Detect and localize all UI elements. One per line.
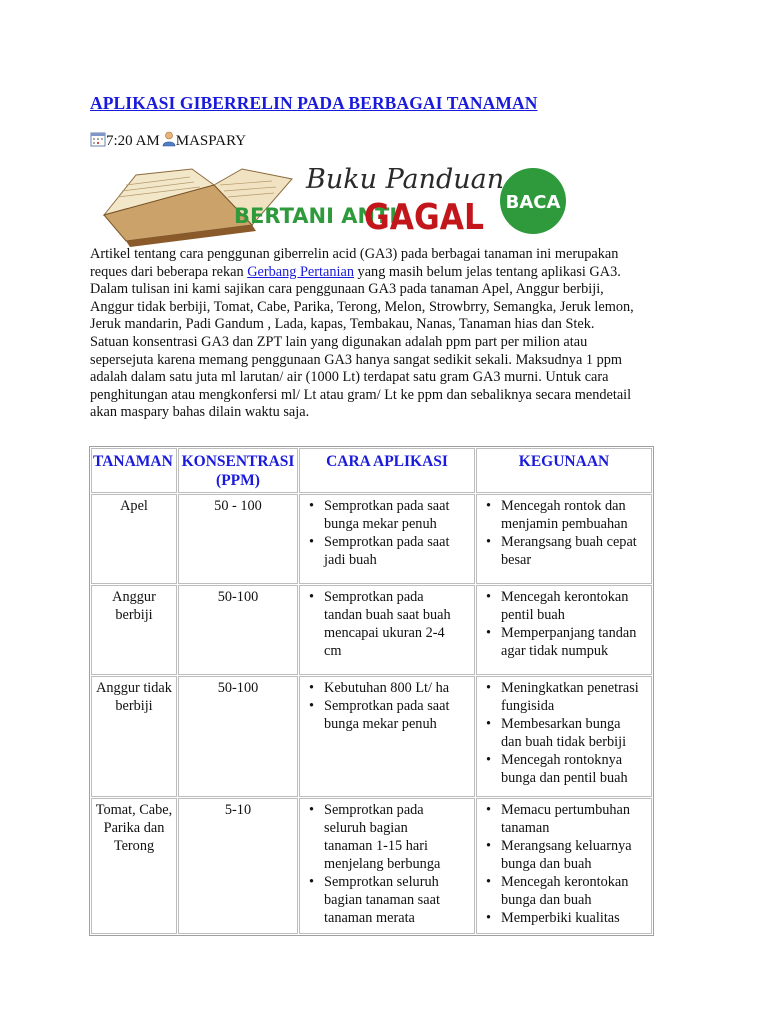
header-konsentrasi-line2: (PPM) xyxy=(216,472,260,489)
paragraph-line: Jeruk mandarin, Padi Gandum , Lada, kapas, Tembakau, Nanas, Tanaman hias dan Stek. xyxy=(90,316,595,333)
bullet-item xyxy=(479,588,649,624)
cell-tanaman xyxy=(91,494,177,584)
cell-kegunaan xyxy=(476,494,652,584)
bullet-item xyxy=(479,837,649,873)
bullet-text-line: menjelang berbunga xyxy=(324,856,441,872)
post-time: 7:20 AM xyxy=(106,133,160,149)
bullet-list xyxy=(479,497,649,569)
bullet-text-line: • Merangsang keluarnya xyxy=(501,838,632,854)
cell-text-line: Apel xyxy=(120,498,148,514)
cell-konsentrasi: 50-100 xyxy=(178,585,298,675)
bullet-text-line: • Memperbiki kualitas xyxy=(501,910,620,926)
header-tanaman: TANAMAN xyxy=(91,448,177,493)
bullet-text-line: • Semprotkan seluruh xyxy=(324,874,439,890)
header-kegunaan: KEGUNAAN xyxy=(476,448,652,493)
gerbang-pertanian-link[interactable]: Gerbang Pertanian xyxy=(247,263,354,280)
paragraph-text: yang masih belum jelas tentang aplikasi GA3. xyxy=(353,263,621,280)
cell-text-line: Terong xyxy=(113,838,155,854)
bullet-item xyxy=(479,715,649,751)
bullet-text-line: bunga dan buah xyxy=(501,892,592,908)
bullet-item xyxy=(479,873,649,909)
banner-text-gagal: GAGAL xyxy=(364,197,484,238)
table-row xyxy=(91,494,652,584)
bullet-text-line: • Merangsang buah cepat xyxy=(501,534,637,550)
user-icon xyxy=(162,131,176,152)
article-paragraph xyxy=(90,246,690,422)
calendar-icon xyxy=(90,132,106,152)
cell-tanaman xyxy=(91,798,177,934)
bullet-list xyxy=(479,679,649,787)
bullet-text-line: • Membesarkan bunga xyxy=(501,716,621,732)
cell-text-line: Parika dan xyxy=(103,820,165,836)
bullet-text-line: • Semprotkan pada saat xyxy=(324,498,450,514)
paragraph-line xyxy=(90,264,690,282)
cell-text-line: Anggur xyxy=(112,589,156,605)
bullet-list xyxy=(302,588,472,660)
bullet-text-line: • Semprotkan pada saat xyxy=(324,534,450,550)
header-konsentrasi-line1: KONSENTRASI xyxy=(181,453,295,470)
bullet-item xyxy=(479,624,649,660)
bullet-text-line: bagian tanaman saat xyxy=(324,892,440,908)
bullet-text-line: tanaman merata xyxy=(324,910,415,926)
bullet-text-line: • Memperpanjang tandan xyxy=(501,625,637,641)
bullet-text-line: mencapai ukuran 2-4 xyxy=(324,625,445,641)
bullet-text-line: • Mencegah rontok dan xyxy=(501,498,626,514)
cell-cara-aplikasi xyxy=(299,676,475,797)
bullet-text-line: menjamin pembuahan xyxy=(501,516,628,532)
bullet-text-line: dan buah tidak berbiji xyxy=(501,734,627,750)
cell-text-line: Anggur tidak xyxy=(96,680,172,696)
bullet-text-line: jadi buah xyxy=(324,552,377,568)
cell-text-line: Tomat, Cabe, xyxy=(95,802,173,818)
bullet-item xyxy=(302,801,472,873)
bullet-text-line: seluruh bagian xyxy=(324,820,408,836)
cell-kegunaan xyxy=(476,798,652,934)
paragraph-line: Satuan konsentrasi GA3 dan ZPT lain yang digunakan adalah ppm part per milion atau xyxy=(90,333,588,350)
banner-text-bertani-anti: BERTANI ANTI xyxy=(234,204,398,228)
cell-cara-aplikasi xyxy=(299,585,475,675)
header-cara-aplikasi: CARA APLIKASI xyxy=(299,448,475,493)
cell-konsentrasi: 50 - 100 xyxy=(178,494,298,584)
bullet-item xyxy=(302,679,472,697)
bullet-text-line: bunga mekar penuh xyxy=(324,716,437,732)
bullet-text-line: • Meningkatkan penetrasi xyxy=(501,680,639,696)
bullet-text-line: besar xyxy=(501,552,532,568)
cell-tanaman xyxy=(91,585,177,675)
banner-text-buku-panduan: Buku Panduan xyxy=(306,164,505,195)
bullet-item xyxy=(302,533,472,569)
bullet-item xyxy=(302,588,472,660)
cell-cara-aplikasi xyxy=(299,494,475,584)
bullet-item xyxy=(302,497,472,533)
bullet-list xyxy=(479,588,649,660)
cell-konsentrasi: 5-10 xyxy=(178,798,298,934)
cell-kegunaan xyxy=(476,585,652,675)
paragraph-text: reques dari beberapa rekan xyxy=(90,263,248,280)
bullet-text-line: • Semprotkan pada xyxy=(324,802,424,818)
bullet-text-line: tanaman 1-15 hari xyxy=(324,838,429,854)
bullet-text-line: bunga dan buah xyxy=(501,856,592,872)
bullet-text-line: agar tidak numpuk xyxy=(501,643,609,659)
table-header-row xyxy=(91,448,652,493)
bullet-text-line: • Semprotkan pada saat xyxy=(324,698,450,714)
post-author[interactable]: MASPARY xyxy=(175,133,247,149)
header-konsentrasi xyxy=(178,448,298,493)
bullet-text-line: bunga mekar penuh xyxy=(324,516,437,532)
bullet-list xyxy=(302,497,472,569)
bullet-item xyxy=(302,873,472,927)
bullet-text-line: pentil buah xyxy=(501,607,565,623)
cell-kegunaan xyxy=(476,676,652,797)
paragraph-line: penghitungan atau mengkonfersi ml/ Lt atau gram/ Lt ke ppm dan sebaliknya secara mendetail xyxy=(90,386,632,403)
table-body xyxy=(91,494,652,934)
bullet-item xyxy=(479,497,649,533)
baca-badge-label: BACA xyxy=(505,192,561,213)
bullet-text-line: tanaman xyxy=(501,820,550,836)
bullet-text-line: • Memacu pertumbuhan xyxy=(501,802,631,818)
paragraph-line: akan maspary bahas dilain waktu saja. xyxy=(90,404,310,421)
cell-tanaman xyxy=(91,676,177,797)
paragraph-line: adalah dalam satu juta ml larutan/ air (1000 Lt) terdapat satu gram GA3 murni. Untuk cara xyxy=(90,369,609,386)
article-title[interactable]: APLIKASI GIBERRELIN PADA BERBAGAI TANAMAN xyxy=(90,93,538,113)
table-row xyxy=(91,798,652,934)
bullet-text-line: tandan buah saat buah xyxy=(324,607,451,623)
bullet-text-line: cm xyxy=(324,643,342,659)
banner-buku-panduan[interactable] xyxy=(96,155,576,247)
ga3-application-table xyxy=(89,446,654,936)
bullet-item xyxy=(479,751,649,787)
table-row xyxy=(91,585,652,675)
bullet-text-line: • Kebutuhan 800 Lt/ ha xyxy=(324,680,450,696)
paragraph-line: Anggur tidak berbiji, Tomat, Cabe, Parika, Terong, Melon, Strowbrry, Semangka, Jeruk lemon, xyxy=(90,298,634,315)
bullet-list xyxy=(302,679,472,733)
bullet-list xyxy=(302,801,472,927)
paragraph-line: Artikel tentang cara penggunan giberrelin acid (GA3) pada berbagai tanaman ini merupakan xyxy=(90,246,619,262)
baca-badge[interactable] xyxy=(500,168,566,234)
bullet-list xyxy=(479,801,649,927)
bullet-item xyxy=(479,909,649,927)
bullet-text-line: fungisida xyxy=(501,698,555,714)
bullet-item xyxy=(479,679,649,715)
bullet-text-line: • Mencegah kerontokan xyxy=(501,874,629,890)
cell-konsentrasi: 50-100 xyxy=(178,676,298,797)
bullet-item xyxy=(479,801,649,837)
article-meta xyxy=(90,131,246,152)
bullet-item xyxy=(479,533,649,569)
bullet-item xyxy=(302,697,472,733)
bullet-text-line: • Semprotkan pada xyxy=(324,589,424,605)
paragraph-line: Dalam tulisan ini kami sajikan cara penggunaan GA3 pada tanaman Apel, Anggur berbiji, xyxy=(90,281,604,298)
cell-cara-aplikasi xyxy=(299,798,475,934)
paragraph-line: sepersejuta karena memang penggunaan GA3 hanya sangat sedikit sekali. Maksudnya 1 ppm xyxy=(90,351,623,368)
bullet-text-line: • Mencegah kerontokan xyxy=(501,589,629,605)
table-row xyxy=(91,676,652,797)
cell-text-line: berbiji xyxy=(115,698,153,714)
article-body xyxy=(90,246,690,422)
bullet-text-line: • Mencegah rontoknya xyxy=(501,752,623,768)
bullet-text-line: bunga dan pentil buah xyxy=(501,770,628,786)
cell-text-line: berbiji xyxy=(115,607,153,623)
